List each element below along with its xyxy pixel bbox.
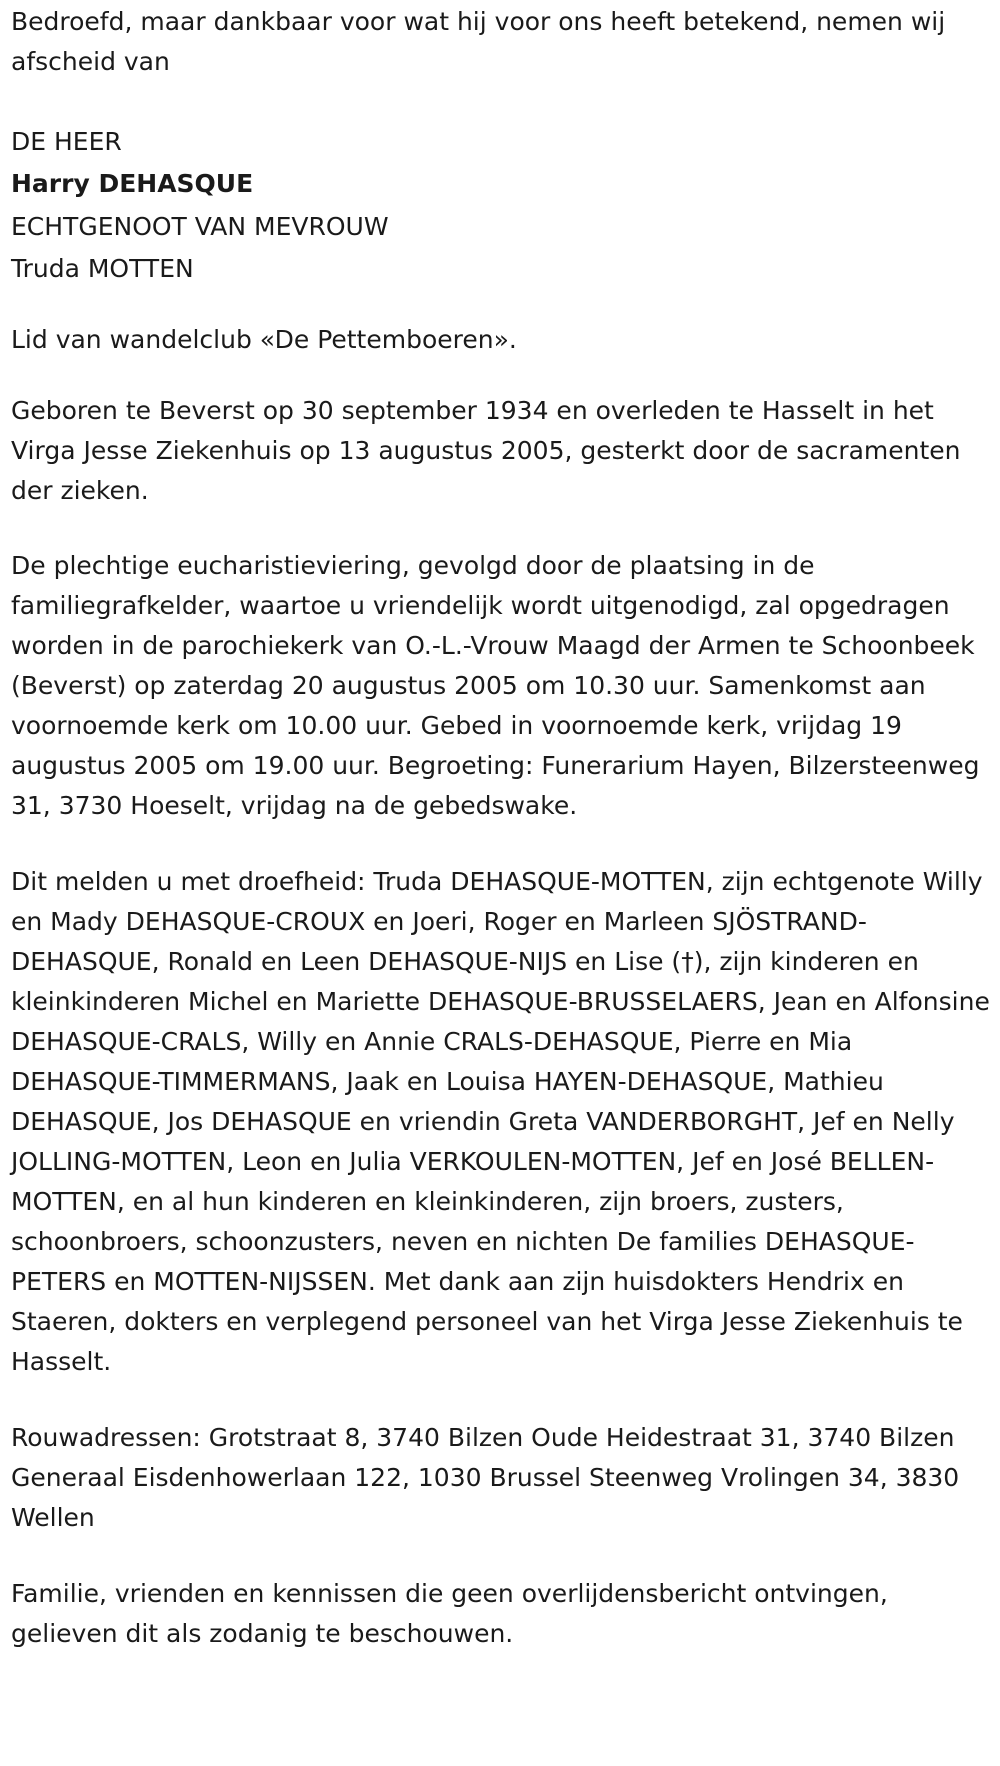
spacer xyxy=(11,82,1000,122)
deceased-name: Harry DEHASQUE xyxy=(11,169,254,198)
addresses-text: Rouwadressen: Grotstraat 8, 3740 Bilzen Oude Heidestraat 31, 3740 Bilzen Generaal Eisdenhowerlaan 122, 1030 Brussel Steenweg Vrolingen 34, 3830 Wellen xyxy=(11,1423,960,1532)
spacer xyxy=(11,1538,1000,1574)
membership-text: Lid van wandelclub «De Pettemboeren». xyxy=(11,325,517,354)
intro-text: Bedroefd, maar dankbaar voor wat hij voor ons heeft betekend, nemen wij afscheid van xyxy=(11,7,946,76)
spacer xyxy=(11,360,1000,391)
title-prefix: DE HEER xyxy=(11,127,122,156)
spacer xyxy=(11,1382,1000,1418)
spouse-name: Truda MOTTEN xyxy=(11,254,194,283)
deceased-header xyxy=(11,122,996,290)
closing-text: Familie, vrienden en kennissen die geen overlijdensbericht ontvingen, gelieven dit als zodanig te beschouwen. xyxy=(11,1579,888,1648)
ceremony-text: De plechtige eucharistieviering, gevolgd door de plaatsing in de familiegrafkelder, waartoe u vriendelijk wordt uitgenodigd, zal opgedragen worden in de parochiekerk van O.-L.-Vrouw Maagd der Armen te Schoonbeek (Beverst) op zaterdag 20 augustus 2005 om 10.30 uur. Samenkomst aan voornoemde kerk om 10.00 uur. Gebed in voornoemde kerk, vrijdag 19 augustus 2005 om 19.00 uur. Begroeting: Funerarium Hayen, Bilzersteenweg 31, 3730 Hoeselt, vrijdag na de gebedswake. xyxy=(11,551,980,820)
spacer xyxy=(11,290,1000,320)
spacer xyxy=(11,826,1000,862)
birth-death-text: Geboren te Beverst op 30 september 1934 en overleden te Hasselt in het Virga Jesse Ziekenhuis op 13 augustus 2005, gesterkt door de sacramenten der zieken. xyxy=(11,396,961,505)
spacer xyxy=(11,511,1000,546)
spouse-label: ECHTGENOOT VAN MEVROUW xyxy=(11,212,389,241)
family-text: Dit melden u met droefheid: Truda DEHASQUE-MOTTEN, zijn echtgenote Willy en Mady DEHASQUE-CROUX en Joeri, Roger en Marleen SJÖSTRAND-DEHASQUE, Ronald en Leen DEHASQUE-NIJS en Lise (†), zijn kinderen en kleinkinderen Michel en Mariette DEHASQUE-BRUSSELAERS, Jean en Alfonsine DEHASQUE-CRALS, Willy en Annie CRALS-DEHASQUE, Pierre en Mia DEHASQUE-TIMMERMANS, Jaak en Louisa HAYEN-DEHASQUE, Mathieu DEHASQUE, Jos DEHASQUE en vriendin Greta VANDERBORGHT, Jef en Nelly JOLLING-MOTTEN, Leon en Julia VERKOULEN-MOTTEN, Jef en José BELLEN-MOTTEN, en al hun kinderen en kleinkinderen, zijn broers, zusters, schoonbroers, schoonzusters, neven en nichten De families DEHASQUE-PETERS en MOTTEN-NIJSSEN. Met dank aan zijn huisdokters Hendrix en Staeren, dokters en verplegend personeel van het Virga Jesse Ziekenhuis te Hasselt. xyxy=(11,867,990,1376)
